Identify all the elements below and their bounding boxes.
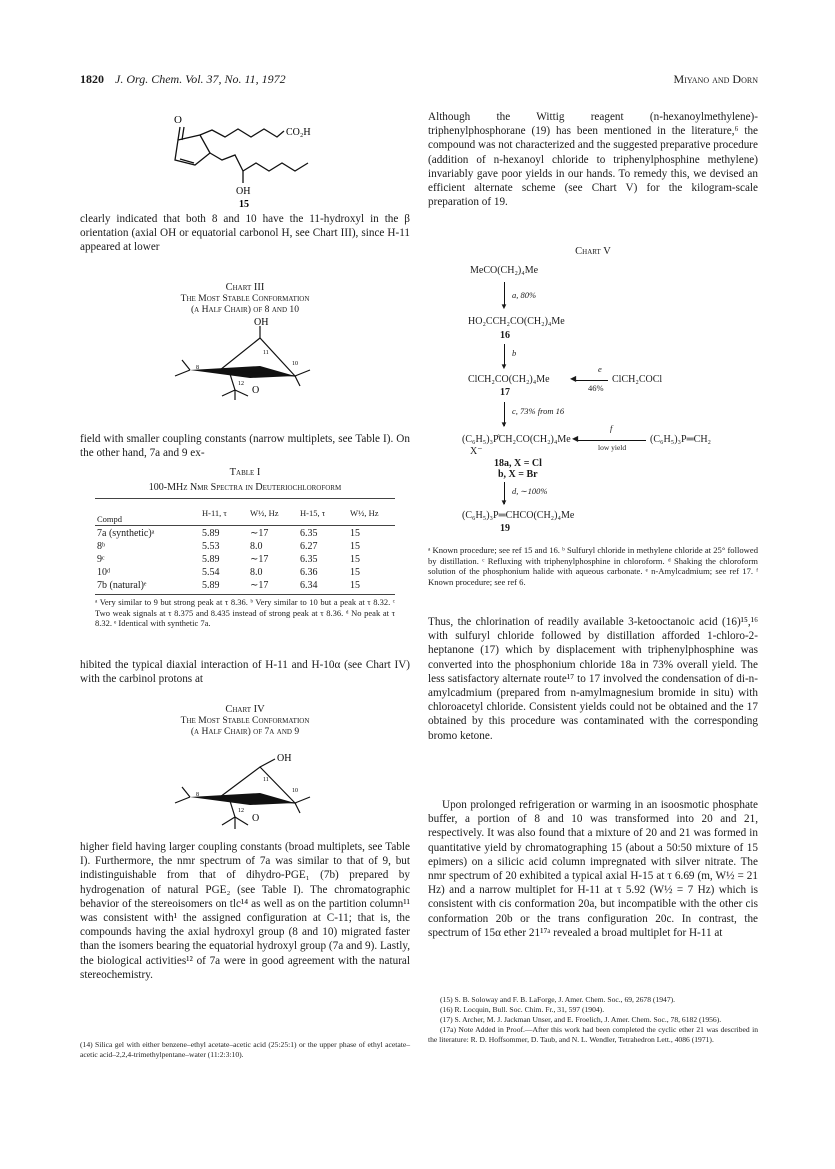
chart5-label: Chart V [575,246,611,257]
compound-15-structure [150,105,350,215]
co2h-label: CO₂H [286,127,311,138]
right-paragraph-1: Although the Wittig reagent (n-hexanoylmethylene)-triphenylphosphorane (19) has been mentioned in the literature,⁶ the compound was not characterized and the suggested preparative procedure (addition of n-hexanoyl chloride to triphenylphosphine methylene) invariably gave poor yields in our hands. To remedy this, we devised an efficient alternate scheme (see Chart V) for the kilogram-scale preparation of 19. [428,111,758,209]
svg-text:O: O [252,385,260,396]
chart4-title-1: The Most Stable Conformation [180,715,310,726]
table1 [97,500,393,525]
table-row: 7a (synthetic)ᵃ 5.89 ∼17 6.35 15 [97,528,360,539]
table-row: 8ᵇ 5.53 8.0 6.27 15 [97,541,360,552]
ref-17a: (17a) Note Added in Proof.—After this work had been completed the cyclic ether 21 was described in the literature: R. D. Hoffsommer, D. Taub, and N. L. Wendler, Tetrahedron Lett., 4086 (1971). [428,1025,758,1044]
ref-17: (17) S. Archer, M. J. Jackman Unser, and E. Froelich, J. Amer. Chem. Soc., 78, 6182 (1956). [440,1015,722,1024]
chart5-scheme: MeCO(CH₂)₄Me ▼ a, 80% HO₂CCH₂CO(CH₂)₄Me 16 ▼ b ClCH₂CO(CH₂)₄Me 17 ◀ e 46% ClCH₂COCl ▼ c, 73% from 16 (C₆H₅)₃P̊CH₂CO(CH₂)₄Me X⁻ ◀ f low yield (C₆H₅)₃P═CH₂ 18a, X = Cl b, X = Br ▼ d, ∼100% (C₆H₅)₃P═CHCO(CH₂)₄Me 19 [462,265,712,534]
footnote-14: (14) Silica gel with either benzene–ethyl acetate–acetic acid (25:25:1) or the upper phase of ethyl acetate–acetic acid–2,2,4-trimethylpentane–water (11:2:3:10). [80,1040,410,1059]
table1-label: Table I [229,467,261,478]
svg-text:OH: OH [277,753,292,764]
left-paragraph-3: hibited the typical diaxial interaction of H-11 and H-10α (see Chart IV) with the carbinol protons at [80,659,410,686]
table1-title: 100-MHz Nmr Spectra in Deuteriochloroform [148,482,342,493]
svg-text:11: 11 [263,777,269,783]
svg-text:11: 11 [263,350,269,356]
chart3-conformation-drawing [160,318,330,403]
svg-text:12: 12 [238,381,244,387]
chart5-footnotes: ᵃ Known procedure; see ref 15 and 16. ᵇ Sulfuryl chloride in methylene chloride at 25° followed by distillation. ᶜ Refluxing with triphenylphosphine in chloroform. ᵈ Shaking the chloroform solution of the phosphonium halide with aqueous carbonate. ᵉ n-Amylcadmium; see ref 17. ᶠ Known procedure; see ref 6. [428,545,758,587]
right-paragraph-3: Upon prolonged refrigeration or warming in an isoosmotic phosphate buffer, a portion of 8 and 10 was transformed into 20 and 21, respectively. It was also found that a mixture of 20 and 21 was formed in quantitative yield by chromatographing 15 (about a 50:50 mixture of 15 epimers) on a silicic acid column impregnated with silver nitrate. The nmr spectrum of 20 exhibited a typical axial H-15 at τ 6.69 (m, W½ = 21 Hz) and a narrow multiplet for H-11 at τ 5.92 (W½ = 7 Hz) which is consistent with cis conformation 20a, but incompatible with the other cis conformation 20b or the trans configuration 20c. In contrast, the spectrum of 15α ether 21¹⁷ᵃ revealed a broad multiplet for H-11 at [428,799,758,939]
left-paragraph-4: higher field having larger coupling constants (broad multiplets, see Table I). Furthermore, the nmr spectrum of 7a was similar to that of 9, but indistinguishable from that of dihydro-PGE₁ (7b) prepared by hydrogenation of natural PGE₂ (see Table I). The chromatographic behavior of the stereoisomers on tlc¹⁴ as well as on the partition column¹¹ was consistent with¹ the assigned configuration at C-11; that is, the compounds having the axial hydroxyl group (8 and 10) migrated faster than the isomers bearing the equatorial hydroxyl group (7a and 9). Lastly, the biological activities¹² of 7a were in good agreement with the natural stereochemistry. [80,841,410,981]
compound-number: 15 [239,199,249,210]
running-authors: Miyano and Dorn [673,72,758,86]
table1-footnotes: ᵃ Very similar to 9 but strong peak at τ 8.36. ᵇ Very similar to 10 but a peak at τ 8.32. ᶜ Two weak signals at τ 8.375 and 8.435 instead of strong peak at τ 8.36. ᵈ No peak at τ 8.32. ᵉ Identical with synthetic 7a. [95,597,395,628]
chart3-label: Chart III [225,282,265,293]
svg-text:12: 12 [238,808,244,814]
references [428,995,758,1045]
chart4-title-2: (a Half Chair) of 7a and 9 [190,726,300,737]
chart3-title-2: (a Half Chair) of 8 and 10 [190,304,299,315]
left-paragraph-1: clearly indicated that both 8 and 10 have the 11-hydroxyl in the β orientation (axial OH or equatorial carbonol H, see Chart III), since H-11 appeared at lower [80,213,410,254]
svg-text:O: O [174,114,182,126]
svg-text:OH: OH [254,318,269,328]
chart4-label: Chart IV [225,704,265,715]
chart3-title-1: The Most Stable Conformation [180,293,310,304]
chart4-conformation-drawing [160,745,330,835]
table1-body [97,527,393,592]
ref-15: (15) S. B. Soloway and F. B. LaForge, J. Amer. Chem. Soc., 69, 2678 (1947). [440,995,676,1004]
oh-label: OH [236,186,251,197]
ref-16: (16) R. Locquin, Bull. Soc. Chim. Fr., 31, 597 (1904). [440,1005,605,1014]
table-row: 9ᶜ 5.89 ∼17 6.35 15 [97,554,360,565]
page-header [80,72,286,87]
svg-text:8: 8 [196,792,199,798]
svg-text:O: O [252,813,260,824]
svg-text:8: 8 [196,365,199,371]
page-number: 1820 [80,72,104,86]
table-header-row: Compd H-11, τ W½, Hz H-15, τ W½, Hz [97,507,379,524]
right-paragraph-2: Thus, the chlorination of readily available 3-ketooctanoic acid (16)¹⁵,¹⁶ with sulfuryl chloride followed by distillation afforded 1-chloro-2-heptanone (17) which by displacement with triphenylphosphine was converted into the phosphonium chloride 18a in 73% overall yield. The less satisfactory alternate route¹⁷ to 17 involved the condensation of di-n-amylcadmium (prepared from n-amylmagnesium bromide in situ) with chloroacetyl chloride. Consistent yields could not be obtained and the 17 obtained by this procedure was contaminated with the corresponding bromo ketone. [428,616,758,742]
svg-text:10: 10 [292,788,298,794]
svg-text:10: 10 [292,361,298,367]
table-row: 10ᵈ 5.54 8.0 6.36 15 [97,567,360,578]
journal-citation: J. Org. Chem. Vol. 37, No. 11, 1972 [115,72,286,86]
left-paragraph-2: field with smaller coupling constants (narrow multiplets, see Table I). On the other hand, 7a and 9 ex- [80,433,410,460]
table-row: 7b (natural)ᵉ 5.89 ∼17 6.34 15 [97,580,360,591]
